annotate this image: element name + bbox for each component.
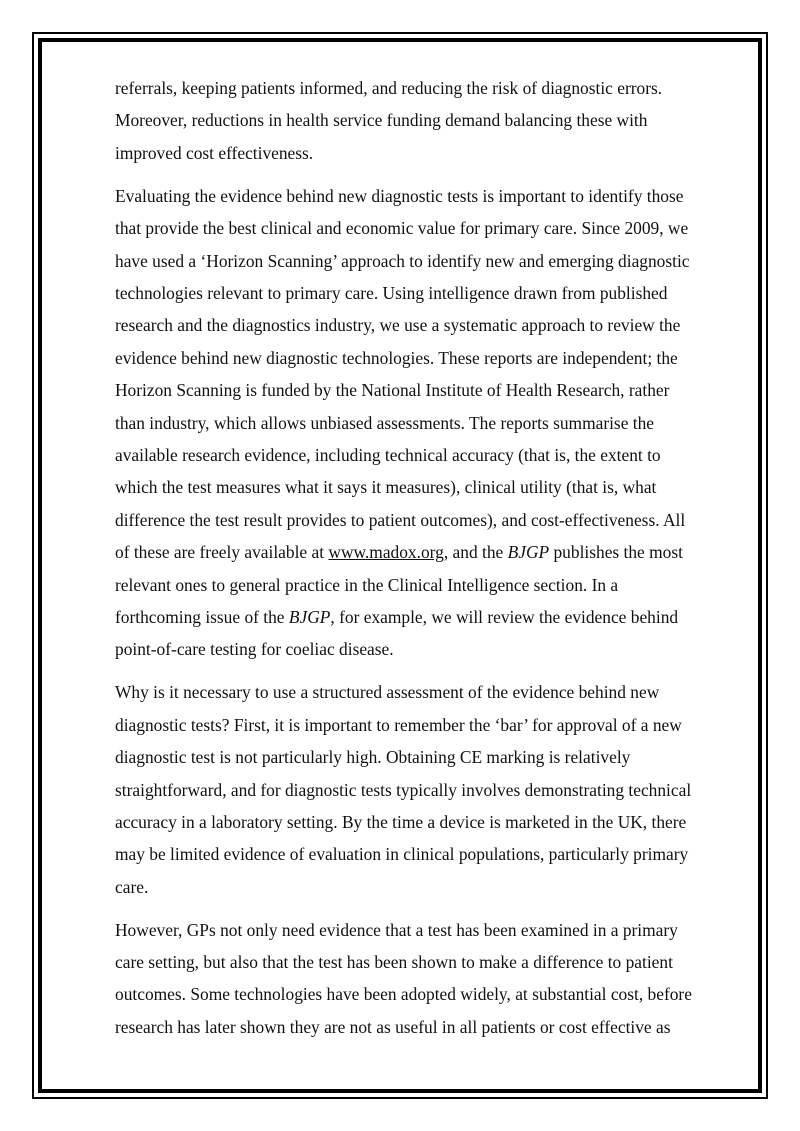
- text-line: diagnostic tests? First, it is important to remember the ‘bar’ for approval of a new: [115, 714, 682, 735]
- journal-name-italic: BJGP: [288, 607, 331, 627]
- text-line: which the test measures what it says it measures), clinical utility (that is, what: [115, 477, 657, 498]
- paragraph-4: [115, 914, 745, 1044]
- text-line: technologies relevant to primary care. Using intelligence drawn from published: [115, 282, 668, 303]
- text-line: straightforward, and for diagnostic tests typically involves demonstrating technical: [115, 779, 692, 800]
- text-line: that provide the best clinical and economic value for primary care. Since 2009, we: [115, 218, 689, 239]
- paragraph-2: [115, 180, 745, 666]
- text-line: may be limited evidence of evaluation in clinical populations, particularly primary: [115, 844, 689, 865]
- text-line: research has later shown they are not as useful in all patients or cost effective as: [115, 1016, 671, 1037]
- text-segment: publishes the most: [549, 542, 683, 563]
- text-line: improved cost effectiveness.: [115, 142, 314, 163]
- text-line: Horizon Scanning is funded by the National Institute of Health Research, rather: [115, 380, 670, 401]
- text-line: care setting, but also that the test has been shown to make a difference to patient: [115, 952, 673, 973]
- madox-link[interactable]: www.madox.org: [328, 542, 444, 563]
- text-line: difference the test result provides to patient outcomes), and cost-effectiveness. All: [115, 509, 686, 530]
- text-line: accuracy in a laboratory setting. By the time a device is marketed in the UK, there: [115, 811, 687, 832]
- text-line-madox: [115, 536, 745, 568]
- text-line: Why is it necessary to use a structured assessment of the evidence behind new: [115, 682, 660, 703]
- text-line: outcomes. Some technologies have been adopted widely, at substantial cost, before: [115, 984, 692, 1005]
- text-line: available research evidence, including technical accuracy (that is, the extent to: [115, 444, 661, 465]
- text-line: point-of-care testing for coeliac disease.: [115, 639, 394, 660]
- text-line-forthcoming: [115, 601, 745, 633]
- text-line: care.: [115, 876, 149, 897]
- text-line: referrals, keeping patients informed, and reducing the risk of diagnostic errors.: [115, 78, 663, 98]
- text-line: have used a ‘Horizon Scanning’ approach to identify new and emerging diagnostic: [115, 250, 690, 271]
- text-segment: , and the: [443, 542, 508, 563]
- text-line: relevant ones to general practice in the Clinical Intelligence section. In a: [115, 574, 619, 595]
- text-line: However, GPs not only need evidence that a test has been examined in a primary: [115, 919, 678, 940]
- text-segment: , for example, we will review the evidence behind: [330, 607, 679, 627]
- text-line: Moreover, reductions in health service funding demand balancing these with: [115, 110, 648, 131]
- text-line: diagnostic test is not particularly high. Obtaining CE marking is relatively: [115, 747, 631, 768]
- paragraph-3: [115, 676, 745, 903]
- text-line: than industry, which allows unbiased assessments. The reports summarise the: [115, 412, 655, 433]
- journal-name-italic: BJGP: [507, 542, 550, 563]
- paragraph-1: [115, 72, 745, 169]
- text-segment: of these are freely available at: [115, 542, 329, 563]
- document-body: [115, 72, 745, 1054]
- text-line: evidence behind new diagnostic technologies. These reports are independent; the: [115, 347, 678, 368]
- text-line: research and the diagnostics industry, we use a systematic approach to review the: [115, 315, 681, 336]
- text-line: Evaluating the evidence behind new diagnostic tests is important to identify those: [115, 185, 684, 206]
- text-segment: forthcoming issue of the: [115, 607, 289, 627]
